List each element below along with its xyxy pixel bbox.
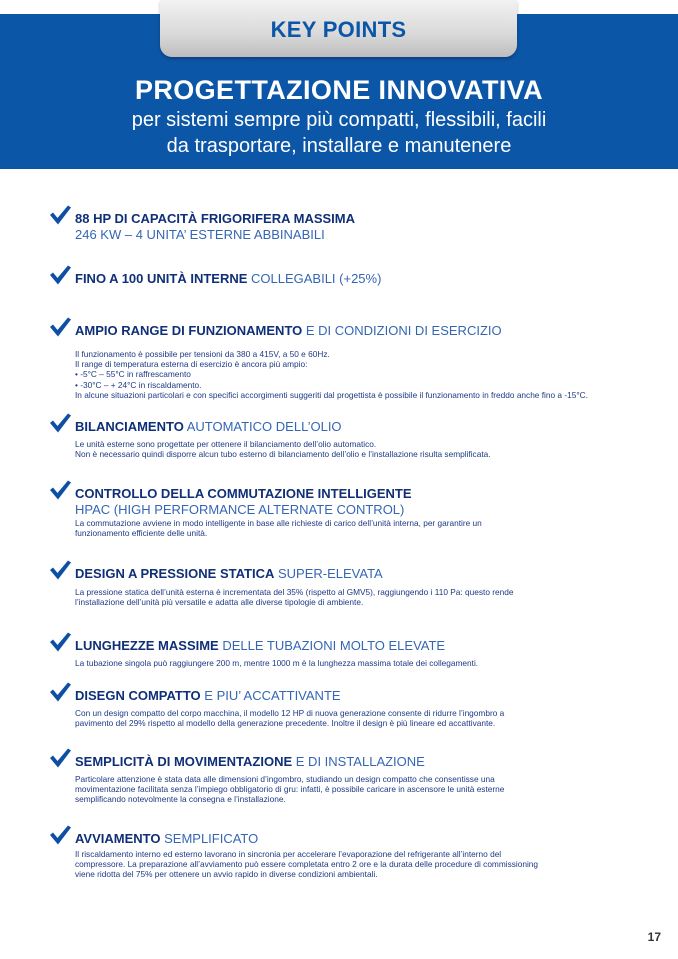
checkmark-icon bbox=[48, 315, 72, 339]
key-point-heading bbox=[75, 688, 341, 703]
key-point-heading bbox=[75, 271, 381, 286]
key-point-title: SEMPLICITÀ DI MOVIMENTAZIONE bbox=[75, 754, 293, 769]
description-line: La tubazione singola può raggiungere 200 m, mentre 1000 m è la lunghezza massima totale dei collegamenti. bbox=[75, 658, 479, 668]
description-line: movimentazione facilitata senza l’impiego obbligatorio di gru: infatti, è possibile caricare in ascensore le unità esterne bbox=[75, 784, 505, 795]
key-point-title: DESIGN A PRESSIONE STATICA bbox=[75, 566, 275, 581]
key-point-heading bbox=[75, 754, 425, 769]
key-point-heading bbox=[75, 486, 412, 501]
page-subtitle-line2: da trasportare, installare e manutenere bbox=[166, 135, 512, 157]
checkmark-icon bbox=[48, 823, 72, 847]
key-point-title: AMPIO RANGE DI FUNZIONAMENTO bbox=[75, 323, 303, 338]
key-point-heading bbox=[75, 419, 342, 434]
key-point-title-suffix: E DI INSTALLAZIONE bbox=[292, 754, 425, 769]
key-points-tab bbox=[160, 0, 517, 57]
key-point-title: DISEGN COMPATTO bbox=[75, 688, 201, 703]
description-line: compressore. La preparazione all’avviamento può essere completata entro 2 ore e la durata delle procedure di commissioning bbox=[75, 859, 539, 870]
description-line: La pressione statica dell’unità esterna è incrementata del 35% (rispetto al GMV5), raggiungendo i 110 Pa: questo rende bbox=[75, 587, 514, 597]
description-line: Il funzionamento è possibile per tensioni da 380 a 415V, a 50 e 60Hz. bbox=[75, 349, 330, 359]
page-number: 17 bbox=[647, 930, 661, 944]
key-point-description bbox=[75, 518, 635, 538]
description-line: La commutazione avviene in modo intelligente in base alle richieste di carico dell’unità interna, per garantire un bbox=[75, 518, 482, 528]
key-point-title: CONTROLLO DELLA COMMUTAZIONE INTELLIGENTE bbox=[75, 486, 412, 501]
description-line: pavimento del 29% rispetto al modello della generazione precedente. Inoltre il design è più lineare ed accattivante. bbox=[75, 718, 496, 729]
key-point-title-suffix: DELLE TUBAZIONI MOLTO ELEVATE bbox=[218, 638, 446, 653]
checkmark-icon bbox=[48, 680, 72, 704]
key-point-title-suffix: SUPER-ELEVATA bbox=[274, 566, 383, 581]
key-point-description bbox=[75, 774, 635, 805]
key-point-title-suffix: COLLEGABILI (+25%) bbox=[247, 271, 382, 286]
key-point-description bbox=[75, 439, 635, 459]
key-point-title-suffix: E DI CONDIZIONI DI ESERCIZIO bbox=[302, 323, 502, 338]
key-point-description bbox=[75, 658, 635, 668]
description-line: Con un design compatto del corpo macchina, il modello 12 HP di nuova generazione consente di ridurre l’ingombro a bbox=[75, 708, 505, 718]
key-point-description bbox=[75, 587, 635, 607]
description-line: In alcune situazioni particolari e con specifici accorgimenti suggeriti dal progettista è possibile il funzionamento in freddo anche fino a -15°C. bbox=[75, 389, 588, 400]
key-point-title-suffix: E PIU’ ACCATTIVANTE bbox=[200, 688, 341, 703]
page-title: PROGETTAZIONE INNOVATIVA bbox=[134, 75, 544, 105]
key-point-heading bbox=[75, 211, 355, 226]
description-line: l’installazione dell’unità più versatile e adatta alle diverse tipologie di ambiente. bbox=[75, 597, 364, 608]
key-point-description bbox=[75, 349, 635, 400]
checkmark-icon bbox=[48, 746, 72, 770]
key-point-title-suffix: SEMPLIFICATO bbox=[160, 831, 259, 846]
key-point-heading bbox=[75, 638, 445, 653]
key-point-title: BILANCIAMENTO bbox=[75, 419, 184, 434]
key-point-title-suffix: AUTOMATICO DELL’OLIO bbox=[183, 419, 342, 434]
description-line: funzionamento efficiente delle unità. bbox=[75, 528, 208, 539]
description-line: • -5°C – 55°C in raffrescamento bbox=[75, 369, 191, 380]
tab-title: KEY POINTS bbox=[270, 17, 407, 42]
key-point-description bbox=[75, 708, 635, 728]
key-point-subtitle: 246 KW – 4 UNITA’ ESTERNE ABBINABILI bbox=[75, 227, 325, 242]
description-line: semplificando notevolmente la consegna e l’installazione. bbox=[75, 794, 286, 805]
key-point-title: FINO A 100 UNITÀ INTERNE bbox=[75, 271, 248, 286]
checkmark-icon bbox=[48, 558, 72, 582]
checkmark-icon bbox=[48, 263, 72, 287]
page-subtitle-line1: per sistemi sempre più compatti, flessibili, facili bbox=[131, 109, 547, 131]
description-line: Non è necessario quindi disporre alcun tubo esterno di bilanciamento dell’olio e l’installazione risulta semplificata. bbox=[75, 449, 491, 460]
checkmark-icon bbox=[48, 203, 72, 227]
key-point-title: AVVIAMENTO bbox=[75, 831, 161, 846]
hero bbox=[0, 73, 678, 159]
description-line: Il range di temperatura esterna di esercizio è ancora più ampio: bbox=[75, 359, 308, 370]
description-line: Particolare attenzione è stata data alle dimensioni d’ingombro, studiando un design compatto che consentisse una bbox=[75, 774, 495, 784]
description-line: viene ridotta del 75% per ottenere un avvio rapido in diverse condizioni ambientali. bbox=[75, 869, 378, 880]
description-line: • -30°C – + 24°C in riscaldamento. bbox=[75, 379, 202, 390]
description-line: Le unità esterne sono progettate per ottenere il bilanciamento dell’olio automatico. bbox=[75, 439, 377, 449]
key-point-title: 88 HP DI CAPACITÀ FRIGORIFERA MASSIMA bbox=[75, 211, 356, 226]
key-point-heading bbox=[75, 323, 502, 338]
key-point-heading bbox=[75, 566, 383, 581]
key-point-title: LUNGHEZZE MASSIME bbox=[75, 638, 219, 653]
checkmark-icon bbox=[48, 411, 72, 435]
key-point-heading bbox=[75, 831, 258, 846]
checkmark-icon bbox=[48, 630, 72, 654]
description-line: Il riscaldamento interno ed esterno lavorano in sincronia per accelerare l’evaporazione del refrigerante all’interno del bbox=[75, 849, 502, 859]
key-point-subtitle: HPAC (HIGH PERFORMANCE ALTERNATE CONTROL) bbox=[75, 502, 405, 517]
key-point-description bbox=[75, 849, 635, 880]
checkmark-icon bbox=[48, 478, 72, 502]
